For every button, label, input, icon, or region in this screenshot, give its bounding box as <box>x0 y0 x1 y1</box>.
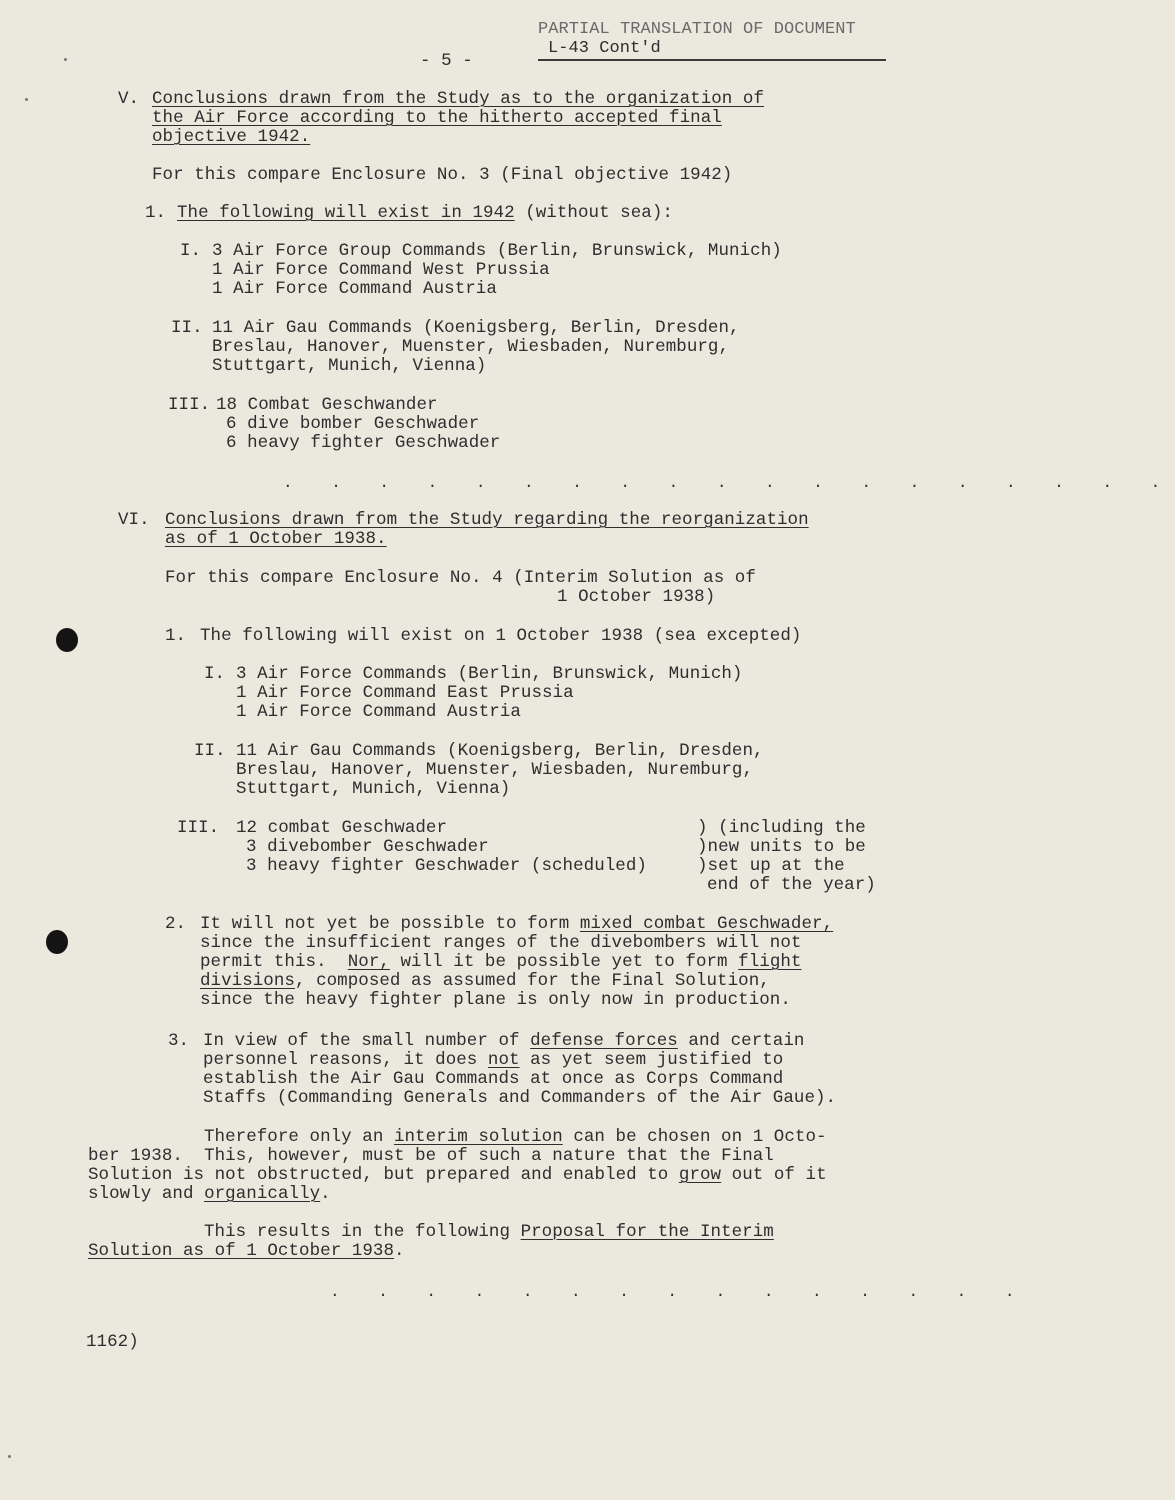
item-2-mixed-combat-underlined: mixed combat Geschwader, <box>579 914 834 934</box>
item-2-line-3-pre: permit this. <box>200 952 348 972</box>
therefore-line-4-post: . <box>320 1184 331 1204</box>
section-v-item-number: 1. <box>145 203 167 223</box>
therefore-line-1-pre: Therefore only an <box>204 1127 394 1147</box>
closing-separator-dots: . . . . . . . . . . . . . . . <box>330 1283 1029 1301</box>
scan-speck <box>64 58 67 61</box>
section-vi-group-3-note-2: )new units to be <box>697 837 866 857</box>
header-underline <box>538 59 886 61</box>
section-v-group-2-line-3: Stuttgart, Munich, Vienna) <box>212 356 487 376</box>
section-vi-group-1-line-3: 1 Air Force Command Austria <box>236 702 521 722</box>
document-reference: L-43 Cont'd <box>548 39 661 58</box>
section-vi-item-1-text: The following will exist on 1 October 1938 (sea excepted) <box>200 626 802 646</box>
section-v-group-3-numeral: III. <box>168 395 211 415</box>
section-vi-item-2-line-5: since the heavy fighter plane is only now in production. <box>200 990 791 1010</box>
section-vi-item-2-line-3 <box>200 953 801 973</box>
section-vi-numeral: VI. <box>118 510 150 530</box>
section-vi-item-2-line-2: since the insufficient ranges of the divebombers will not <box>200 933 802 953</box>
section-vi-item-3-line-2 <box>203 1051 783 1071</box>
section-vi-item-3-number: 3. <box>168 1031 190 1051</box>
punch-hole-mark <box>46 930 68 954</box>
section-vi-compare-line-2: 1 October 1938) <box>557 587 716 607</box>
therefore-line-3 <box>88 1166 827 1186</box>
section-v-group-1-line-3: 1 Air Force Command Austria <box>212 279 497 299</box>
section-vi-group-1-numeral: I. <box>204 664 226 684</box>
section-v-item-heading-suffix: (without sea): <box>514 203 673 223</box>
item-3-line-1-post: and certain <box>677 1031 805 1051</box>
section-v-group-1-line-1: 3 Air Force Group Commands (Berlin, Brunswick, Munich) <box>212 241 782 261</box>
section-v-group-3-line-3: 6 heavy fighter Geschwader <box>226 433 501 453</box>
section-vi-item-3-line-3: establish the Air Gau Commands at once as Corps Command <box>203 1069 784 1089</box>
item-3-defense-forces-underlined: defense forces <box>530 1031 678 1051</box>
section-vi-group-1-line-2: 1 Air Force Command East Prussia <box>236 683 574 703</box>
item-2-line-3-mid: will it be possible yet to form <box>389 952 739 972</box>
item-2-nor-underlined: Nor, <box>347 952 390 972</box>
punch-hole-mark <box>56 628 78 652</box>
section-vi-item-3-line-4: Staffs (Commanding Generals and Commanders of the Air Gaue). <box>203 1088 837 1108</box>
section-v-item-heading <box>177 204 673 224</box>
section-v-group-3-line-1: 18 Combat Geschwander <box>216 395 438 415</box>
section-vi-group-3-line-3: 3 heavy fighter Geschwader (scheduled) <box>246 856 647 876</box>
section-v-group-1-line-2: 1 Air Force Command West Prussia <box>212 260 550 280</box>
item-2-line-1-text: It will not yet be possible to form <box>200 914 580 934</box>
section-v-group-2-line-1: 11 Air Gau Commands (Koenigsberg, Berlin, Dresden, <box>212 318 740 338</box>
section-vi-group-3-note-4: end of the year) <box>707 875 876 895</box>
section-vi-item-2-line-1 <box>200 915 833 935</box>
results-line-2 <box>88 1242 405 1262</box>
section-vi-group-2-line-3: Stuttgart, Munich, Vienna) <box>236 779 511 799</box>
item-3-line-2-post: as yet seem justified to <box>519 1050 784 1070</box>
section-vi-compare-line-1: For this compare Enclosure No. 4 (Interim Solution as of <box>165 568 756 588</box>
section-vi-heading-line-2: as of 1 October 1938. <box>165 529 387 549</box>
section-v-numeral: V. <box>118 89 140 109</box>
results-line-2-post: . <box>394 1241 405 1261</box>
section-v-group-3-line-2: 6 dive bomber Geschwader <box>226 414 480 434</box>
section-vi-item-3-line-1 <box>203 1032 804 1052</box>
translation-header-title: PARTIAL TRANSLATION OF DOCUMENT <box>538 20 856 39</box>
section-v-item-heading-underlined: The following will exist in 1942 <box>177 203 515 223</box>
section-vi-group-3-note-3: )set up at the <box>697 856 845 876</box>
section-v-group-2-numeral: II. <box>171 318 203 338</box>
page-number: - 5 - <box>420 51 473 71</box>
section-vi-group-2-line-2: Breslau, Hanover, Muenster, Wiesbaden, Nuremburg, <box>236 760 754 780</box>
section-v-group-2-line-2: Breslau, Hanover, Muenster, Wiesbaden, Nuremburg, <box>212 337 730 357</box>
section-vi-item-2-number: 2. <box>165 914 187 934</box>
grow-underlined: grow <box>678 1165 722 1185</box>
section-v-compare-line: For this compare Enclosure No. 3 (Final objective 1942) <box>152 165 733 185</box>
section-vi-group-3-note-1: ) (including the <box>697 818 866 838</box>
item-3-not-underlined: not <box>487 1050 520 1070</box>
section-vi-item-2-line-4 <box>200 972 770 992</box>
item-2-flight-underlined: flight <box>738 952 802 972</box>
therefore-line-3-post: out of it <box>721 1165 827 1185</box>
item-2-divisions-underlined: divisions <box>200 971 295 991</box>
section-v-group-1-numeral: I. <box>180 241 202 261</box>
footer-document-code: 1162) <box>86 1332 139 1352</box>
organically-underlined: organically <box>204 1184 321 1204</box>
section-v-heading-line-2: the Air Force according to the hitherto accepted final <box>152 108 722 128</box>
therefore-line-2: ber 1938. This, however, must be of such a nature that the Final <box>88 1146 774 1166</box>
therefore-line-4 <box>88 1185 331 1205</box>
results-line-1-pre: This results in the following <box>204 1222 521 1242</box>
section-vi-group-3-line-1: 12 combat Geschwader <box>236 818 448 838</box>
results-line-1 <box>204 1223 774 1243</box>
therefore-line-1-post: can be chosen on 1 Octo- <box>562 1127 827 1147</box>
proposal-underlined: Proposal for the Interim <box>520 1222 774 1242</box>
section-v-heading-line-3: objective 1942. <box>152 127 311 147</box>
therefore-line-4-pre: slowly and <box>88 1184 205 1204</box>
section-v-heading-line-1: Conclusions drawn from the Study as to the organization of <box>152 89 764 109</box>
item-3-line-2-pre: personnel reasons, it does <box>203 1050 488 1070</box>
section-vi-group-3-numeral: III. <box>177 818 220 838</box>
section-vi-group-2-line-1: 11 Air Gau Commands (Koenigsberg, Berlin, Dresden, <box>236 741 764 761</box>
interim-solution-underlined: interim solution <box>393 1127 563 1147</box>
scan-speck <box>8 1455 11 1458</box>
section-vi-group-3-line-2: 3 divebomber Geschwader <box>246 837 489 857</box>
section-vi-item-1-number: 1. <box>165 626 187 646</box>
section-vi-group-1-line-1: 3 Air Force Commands (Berlin, Brunswick, Munich) <box>236 664 743 684</box>
section-vi-heading-line-1: Conclusions drawn from the Study regarding the reorganization <box>165 510 809 530</box>
scan-speck <box>25 98 28 101</box>
therefore-line-3-pre: Solution is not obstructed, but prepared and enabled to <box>88 1165 679 1185</box>
item-2-line-4-post: , composed as assumed for the Final Solution, <box>294 971 770 991</box>
therefore-line-1 <box>204 1128 827 1148</box>
section-vi-group-2-numeral: II. <box>194 741 226 761</box>
solution-date-underlined: Solution as of 1 October 1938 <box>88 1241 394 1261</box>
item-3-line-1-pre: In view of the small number of <box>203 1031 531 1051</box>
section-separator-dots: . . . . . . . . . . . . . . . . . . . <box>283 474 1175 492</box>
